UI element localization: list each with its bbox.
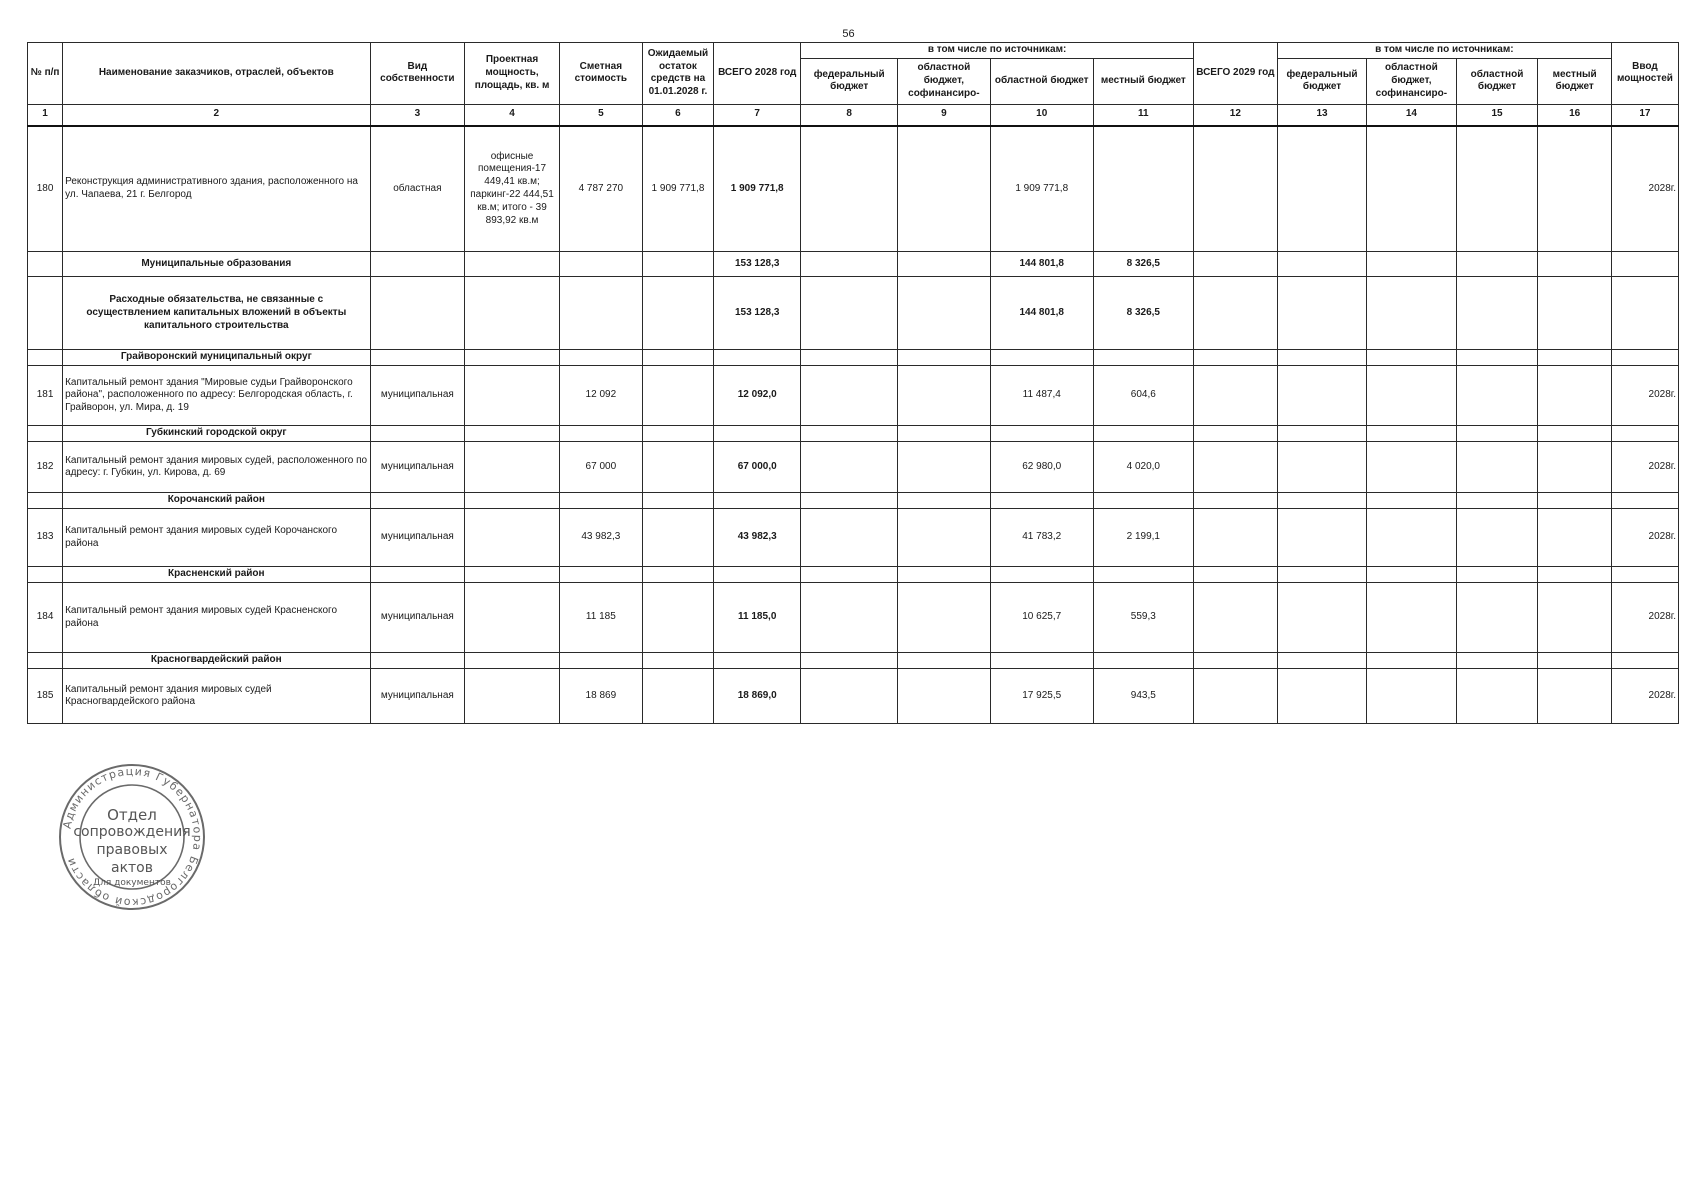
table-row xyxy=(28,669,1679,724)
header-local-2029: местный бюджет xyxy=(1538,58,1611,104)
column-number: 3 xyxy=(370,104,465,126)
total-2028: 153 128,3 xyxy=(714,252,801,277)
object-name: Капитальный ремонт здания мировых судей Красногвардейского района xyxy=(63,669,370,724)
regional-2028: 62 980,0 xyxy=(990,442,1093,493)
total-2028: 1 909 771,8 xyxy=(714,126,801,252)
stamp-ring-text: Администрация Губернатора Белгородской области xyxy=(60,764,205,910)
header-num: № п/п xyxy=(28,43,63,105)
header-regional-cofin-2028: областной бюджет, софинансиро- xyxy=(898,58,991,104)
section-row xyxy=(28,493,1679,509)
column-number: 12 xyxy=(1193,104,1277,126)
commissioning: 2028г. xyxy=(1611,126,1678,252)
table-row-non-capital xyxy=(28,277,1679,350)
section-title: Губкинский городской округ xyxy=(63,426,370,442)
ownership: муниципальная xyxy=(370,366,465,426)
page-number: 56 xyxy=(842,28,855,40)
object-name: Капитальный ремонт здания мировых судей, расположенного по адресу: г. Губкин, ул. Кирова, д. 69 xyxy=(63,442,370,493)
official-stamp xyxy=(57,762,207,912)
local-2028: 4 020,0 xyxy=(1093,442,1193,493)
regional-2028: 11 487,4 xyxy=(990,366,1093,426)
local-2028: 8 326,5 xyxy=(1093,252,1193,277)
expected-balance: 1 909 771,8 xyxy=(642,126,713,252)
regional-2028: 41 783,2 xyxy=(990,509,1093,567)
ownership: областная xyxy=(370,126,465,252)
local-2028: 604,6 xyxy=(1093,366,1193,426)
estimated-cost: 43 982,3 xyxy=(559,509,642,567)
estimated-cost: 18 869 xyxy=(559,669,642,724)
header-federal-2029: федеральный бюджет xyxy=(1277,58,1366,104)
column-number: 8 xyxy=(801,104,898,126)
header-sources-2028: в том числе по источникам: xyxy=(801,43,1194,59)
regional-2028: 144 801,8 xyxy=(990,252,1093,277)
commissioning: 2028г. xyxy=(1611,366,1678,426)
regional-2029 xyxy=(1456,126,1538,252)
header-ownership: Вид собственности xyxy=(370,43,465,105)
section-row xyxy=(28,426,1679,442)
row-num: 185 xyxy=(28,669,63,724)
commissioning: 2028г. xyxy=(1611,669,1678,724)
commissioning: 2028г. xyxy=(1611,442,1678,493)
commissioning: 2028г. xyxy=(1611,509,1678,567)
header-regional-2029: областной бюджет xyxy=(1456,58,1538,104)
column-number: 16 xyxy=(1538,104,1611,126)
header-total-2028: ВСЕГО 2028 год xyxy=(714,43,801,105)
object-name: Капитальный ремонт здания мировых судей Корочанского района xyxy=(63,509,370,567)
regional-2028: 1 909 771,8 xyxy=(990,126,1093,252)
local-2028 xyxy=(1093,126,1193,252)
column-number: 14 xyxy=(1367,104,1456,126)
column-number: 4 xyxy=(465,104,560,126)
regional-cofin-2029 xyxy=(1367,126,1456,252)
column-number: 11 xyxy=(1093,104,1193,126)
table-row xyxy=(28,126,1679,252)
federal-2028 xyxy=(801,126,898,252)
header-regional-cofin-2029: областной бюджет, софинансиро- xyxy=(1367,58,1456,104)
total-2028: 43 982,3 xyxy=(714,509,801,567)
regional-cofin-2028 xyxy=(898,126,991,252)
stamp-line: правовых xyxy=(96,842,168,858)
row-num: 182 xyxy=(28,442,63,493)
header-total-2029: ВСЕГО 2029 год xyxy=(1193,43,1277,105)
header-sources-2029: в том числе по источникам: xyxy=(1277,43,1611,59)
column-number: 5 xyxy=(559,104,642,126)
local-2028: 943,5 xyxy=(1093,669,1193,724)
ownership: муниципальная xyxy=(370,442,465,493)
table-row xyxy=(28,442,1679,493)
total-2028: 18 869,0 xyxy=(714,669,801,724)
header-expected-balance: Ожидаемый остаток средств на 01.01.2028 г. xyxy=(642,43,713,105)
section-row xyxy=(28,350,1679,366)
expected-balance xyxy=(642,366,713,426)
column-number: 10 xyxy=(990,104,1093,126)
column-number: 13 xyxy=(1277,104,1366,126)
object-name: Расходные обязательства, не связанные с осуществлением капитальных вложений в объекты капитального строительства xyxy=(63,277,370,350)
ownership: муниципальная xyxy=(370,583,465,653)
header-federal-2028: федеральный бюджет xyxy=(801,58,898,104)
object-name: Капитальный ремонт здания "Мировые судьи Грайворонского района", расположенного по адресу: Белгородская область, г. Грайворон, ул. Мира, д. 19 xyxy=(63,366,370,426)
header-local-2028: местный бюджет xyxy=(1093,58,1193,104)
column-number: 9 xyxy=(898,104,991,126)
total-2028: 67 000,0 xyxy=(714,442,801,493)
estimated-cost: 12 092 xyxy=(559,366,642,426)
stamp-line: Отдел xyxy=(107,806,157,824)
budget-table xyxy=(27,42,1679,724)
total-2028: 12 092,0 xyxy=(714,366,801,426)
table-row xyxy=(28,366,1679,426)
local-2028: 2 199,1 xyxy=(1093,509,1193,567)
capacity xyxy=(465,366,560,426)
federal-2029 xyxy=(1277,126,1366,252)
header-capacity: Проектная мощность, площадь, кв. м xyxy=(465,43,560,105)
row-num: 183 xyxy=(28,509,63,567)
column-number: 15 xyxy=(1456,104,1538,126)
header-regional-2028: областной бюджет xyxy=(990,58,1093,104)
ownership: муниципальная xyxy=(370,669,465,724)
column-numbers-row xyxy=(28,104,1679,126)
header-estimated-cost: Сметная стоимость xyxy=(559,43,642,105)
column-number: 1 xyxy=(28,104,63,126)
local-2029 xyxy=(1538,126,1611,252)
local-2028: 559,3 xyxy=(1093,583,1193,653)
column-number: 6 xyxy=(642,104,713,126)
section-title: Грайворонский муниципальный округ xyxy=(63,350,370,366)
table-header xyxy=(28,43,1679,126)
regional-2028: 10 625,7 xyxy=(990,583,1093,653)
estimated-cost: 4 787 270 xyxy=(559,126,642,252)
column-number: 17 xyxy=(1611,104,1678,126)
total-2028: 11 185,0 xyxy=(714,583,801,653)
section-row xyxy=(28,567,1679,583)
row-num: 181 xyxy=(28,366,63,426)
section-title: Корочанский район xyxy=(63,493,370,509)
row-num: 180 xyxy=(28,126,63,252)
ownership: муниципальная xyxy=(370,509,465,567)
regional-2028: 144 801,8 xyxy=(990,277,1093,350)
stamp-line: Для документов xyxy=(93,878,171,888)
section-title: Красненский район xyxy=(63,567,370,583)
object-name: Реконструкция административного здания, расположенного на ул. Чапаева, 21 г. Белгород xyxy=(63,126,370,252)
regional-2028: 17 925,5 xyxy=(990,669,1093,724)
column-number: 2 xyxy=(63,104,370,126)
capacity: офисные помещения-17 449,41 кв.м; паркинг-22 444,51 кв.м; итого - 39 893,92 кв.м xyxy=(465,126,560,252)
header-commissioning: Ввод мощностей xyxy=(1611,43,1678,105)
stamp-line: сопровождения xyxy=(73,824,191,840)
total-2029 xyxy=(1193,126,1277,252)
total-2028: 153 128,3 xyxy=(714,277,801,350)
table-row xyxy=(28,509,1679,567)
commissioning: 2028г. xyxy=(1611,583,1678,653)
local-2028: 8 326,5 xyxy=(1093,277,1193,350)
estimated-cost: 11 185 xyxy=(559,583,642,653)
section-title: Красногвардейский район xyxy=(63,653,370,669)
object-name: Капитальный ремонт здания мировых судей Красненского района xyxy=(63,583,370,653)
table-row xyxy=(28,583,1679,653)
row-num: 184 xyxy=(28,583,63,653)
object-name: Муниципальные образования xyxy=(63,252,370,277)
section-row xyxy=(28,653,1679,669)
stamp-line: актов xyxy=(110,860,153,876)
estimated-cost: 67 000 xyxy=(559,442,642,493)
table-row-municipal-total xyxy=(28,252,1679,277)
column-number: 7 xyxy=(714,104,801,126)
header-name: Наименование заказчиков, отраслей, объектов xyxy=(63,43,370,105)
